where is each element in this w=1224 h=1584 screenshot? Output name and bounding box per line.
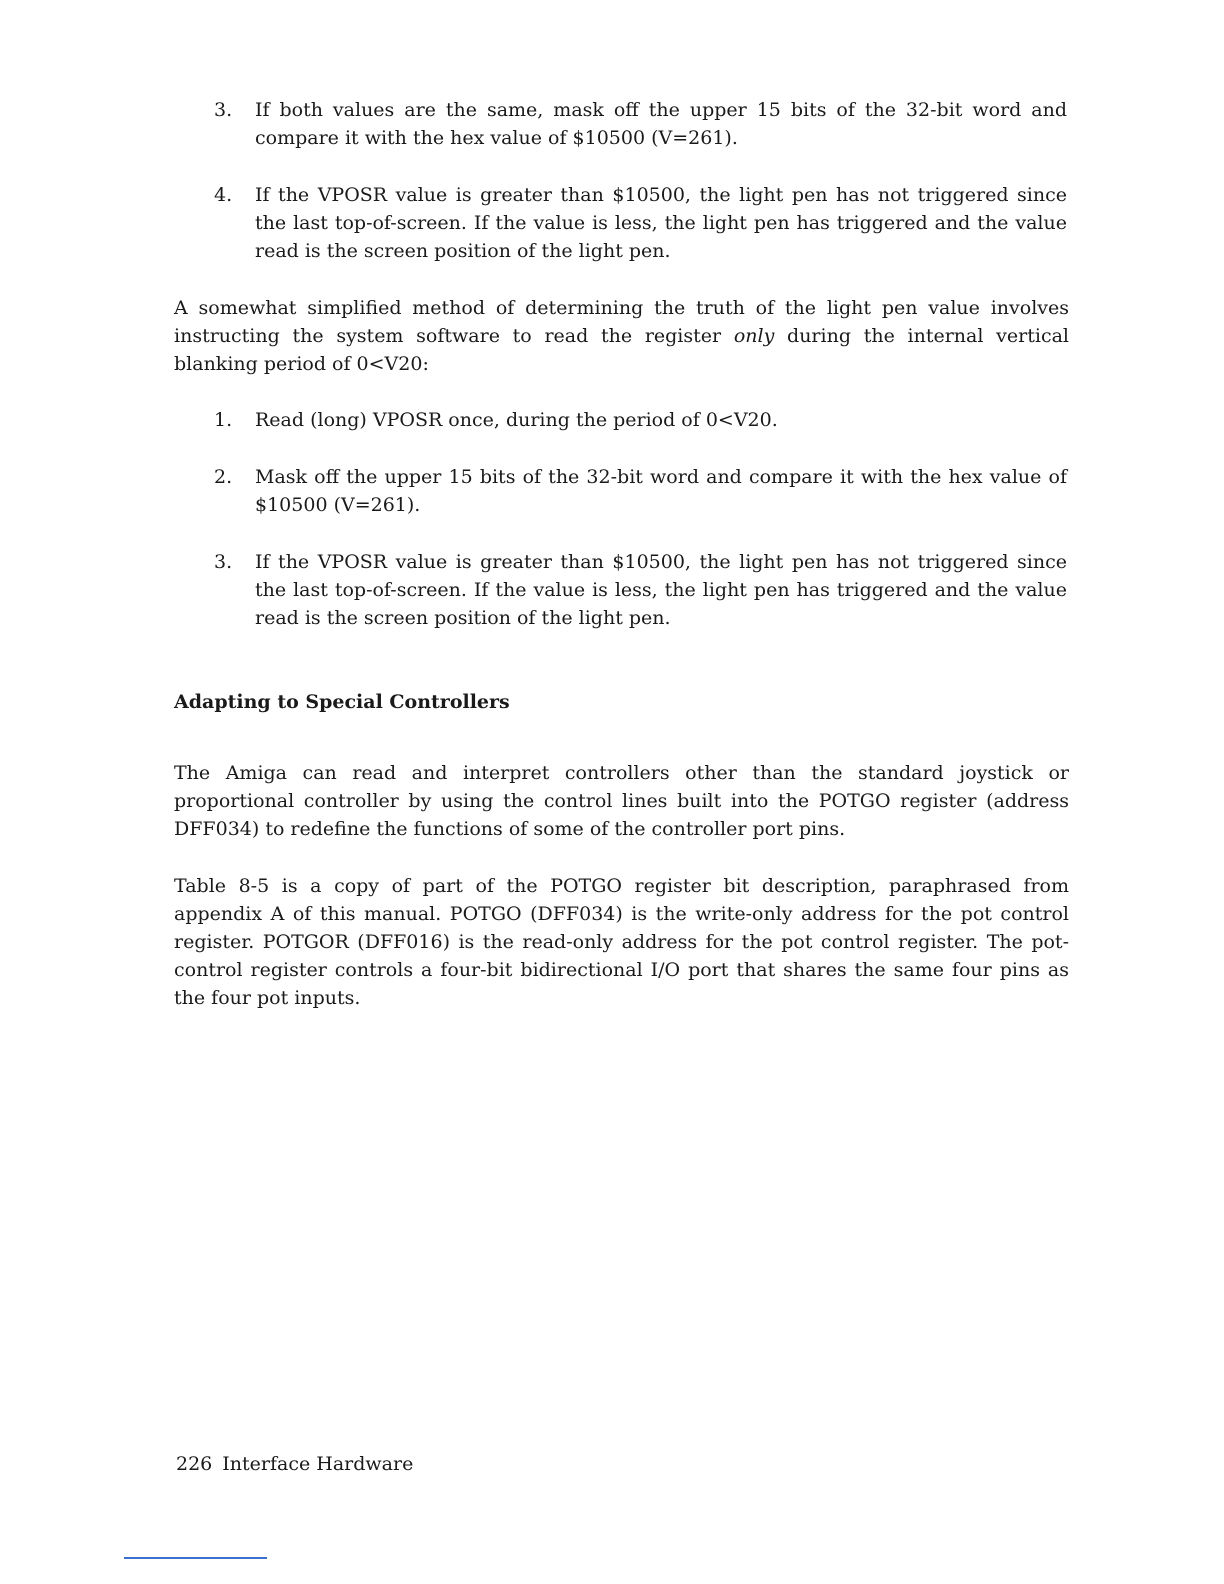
footer-section-title: Interface Hardware xyxy=(222,1453,414,1475)
page-number: 226 xyxy=(176,1453,213,1475)
list-number: 3. xyxy=(214,551,233,573)
list-text: If the VPOSR value is greater than $10500, the light pen has not triggered since the last top-of-screen. If the value is less, the light pen has triggered and the value read is the screen position of the light pen. xyxy=(255,184,1067,262)
paragraph-simplified-method xyxy=(174,294,1069,378)
paragraph-amiga-controllers: The Amiga can read and interpret controllers other than the standard joystick or proportional controller by using the control lines built into the POTGO register (address DFF034) to redefine the functions of some of the controller port pins. xyxy=(174,762,1069,840)
paragraph-text-start: A somewhat simplified method of determining the truth of the light pen value involves instructing the system software to read the register xyxy=(174,297,1069,347)
list-number: 3. xyxy=(214,99,233,121)
list-number: 1. xyxy=(214,409,233,431)
paragraph-potgo-table: Table 8-5 is a copy of part of the POTGO register bit description, paraphrased from appendix A of this manual. POTGO (DFF034) is the write-only address for the pot control register. POTGOR (DFF016) is the read-only address for the pot control register. The pot-control register controls a four-bit bidirectional I/O port that shares the same four pins as the four pot inputs. xyxy=(174,875,1069,1009)
list-text: If both values are the same, mask off the upper 15 bits of the 32-bit word and compare it with the hex value of $10500 (V=261). xyxy=(255,99,1067,149)
list-text: If the VPOSR value is greater than $10500, the light pen has not triggered since the last top-of-screen. If the value is less, the light pen has triggered and the value read is the screen position of the light pen. xyxy=(255,551,1067,629)
section-heading: Adapting to Special Controllers xyxy=(174,691,510,713)
list-number: 2. xyxy=(214,466,233,488)
page-footer xyxy=(176,1450,413,1478)
list-text: Mask off the upper 15 bits of the 32-bit word and compare it with the hex value of $10500 (V=261). xyxy=(255,466,1067,516)
emphasis-only: only xyxy=(733,325,775,347)
scan-artifact-line xyxy=(124,1557,267,1559)
list-number: 4. xyxy=(214,184,233,206)
list-text: Read (long) VPOSR once, during the period of 0<V20. xyxy=(255,409,778,431)
paragraph-text-end: during the internal vertical blanking period of 0<V20: xyxy=(174,325,1069,375)
